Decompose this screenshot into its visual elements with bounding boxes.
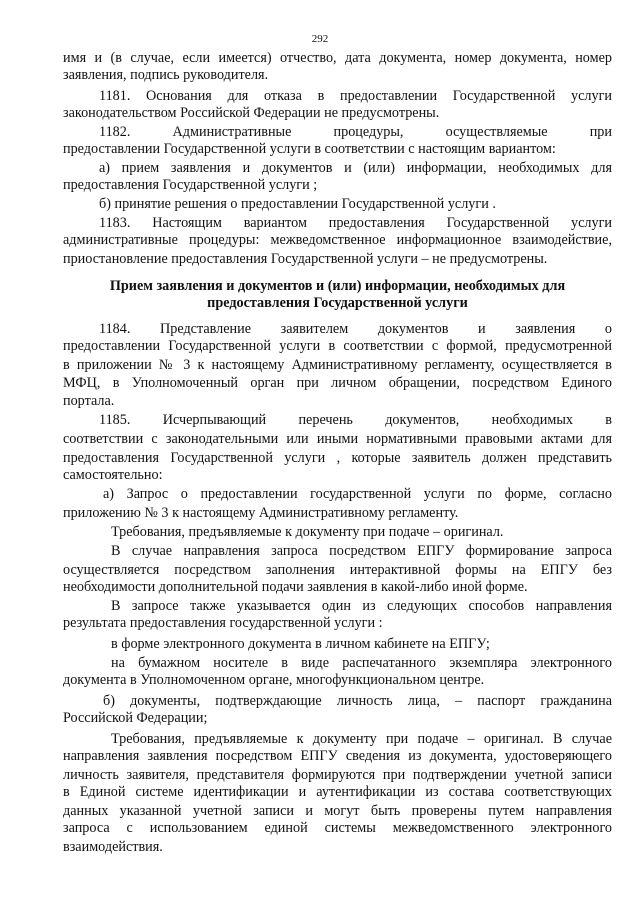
text-line: соответствии с законодательными или иными нормативными правовыми актами для <box>63 431 612 448</box>
text-line: запроса с использованием единой системы межведомственного электронного <box>63 820 612 837</box>
text-line: результата предоставления государственной услуги : <box>63 615 383 632</box>
text-line: административные процедуры: межведомственное информационное взаимодействие, <box>63 232 612 249</box>
text-line: В случае направления запроса посредством ЕПГУ формирование запроса <box>111 543 612 560</box>
text-line: документа в Уполномоченном органе, многофункциональном центре. <box>63 672 485 689</box>
text-line: а) Запрос о предоставлении государственной услуги по форме, согласно <box>103 486 612 503</box>
text-line: приостановление предоставления Государственной услуги – не предусмотрены. <box>63 251 548 268</box>
text-line: заявления, подпись руководителя. <box>63 67 269 84</box>
text-line: Требования, предъявляемые к документу при подаче – оригинал. <box>111 524 504 541</box>
text-line: на бумажном носителе в виде распечатанного экземпляра электронного <box>111 655 612 672</box>
text-line: 1185. Исчерпывающий перечень документов, необходимых в <box>99 412 612 429</box>
text-line: 1182. Административные процедуры, осуществляемые при <box>99 124 612 141</box>
text-line: предоставлении Государственной услуги в соответствии с формой, предусмотренной <box>63 338 612 355</box>
page-number: 292 <box>311 33 329 45</box>
text-line: б) документы, подтверждающие личность лица, – паспорт гражданина <box>103 693 612 710</box>
text-line: данных указанной учетной записи и могут быть проверены путем направления <box>63 803 612 819</box>
text-line: В запросе также указывается один из следующих способов направления <box>111 598 612 615</box>
text-line: необходимости дополнительной подачи заявления в какой-либо иной форме. <box>63 579 528 596</box>
text-line: личность заявителя, представителя формируются при подтверждении учетной записи <box>63 766 612 783</box>
text-line: осуществляется посредством заполнения интерактивной формы на ЕПГУ без <box>63 562 612 579</box>
text-line: приложению № 3 к настоящему Административному регламенту. <box>63 505 459 522</box>
text-line: в Единой системе идентификации и аутентификации из состава соответствующих <box>63 784 612 801</box>
text-line: взаимодействия. <box>63 839 163 856</box>
text-line: 1184. Представление заявителем документов и заявления о <box>99 321 612 338</box>
text-line: законодательством Российской Федерации не предусмотрены. <box>63 105 440 122</box>
text-line: самостоятельно: <box>63 467 163 484</box>
text-line: Требования, предъявляемые к документу при подаче – оригинал. В случае <box>111 730 612 747</box>
text-line: а) прием заявления и документов и (или) информации, необходимых для <box>99 160 612 177</box>
text-line: направления заявления посредством ЕПГУ сведения из документа, удостоверяющего <box>63 748 612 765</box>
text-line: в форме электронного документа в личном кабинете на ЕПГУ; <box>111 636 490 653</box>
text-line: МФЦ, в Уполномоченный орган при личном обращении, посредством Единого <box>63 374 612 391</box>
section-heading-line: предоставления Государственной услуги <box>207 294 468 311</box>
text-line: 1181. Основания для отказа в предоставлении Государственной услуги <box>99 88 612 105</box>
text-line: б) принятие решения о предоставлении Государственной услуги . <box>99 196 496 213</box>
text-line: предоставления Государственной услуги , которые заявитель должен представить <box>63 450 612 467</box>
section-heading-line: Прием заявления и документов и (или) информации, необходимых для <box>109 277 566 294</box>
text-line: предоставления Государственной услуги ; <box>63 177 318 194</box>
text-line: предоставлении Государственной услуги в соответствии с настоящим вариантом: <box>63 141 556 158</box>
text-line: 1183. Настоящим вариантом предоставления Государственной услуги <box>99 215 612 232</box>
text-line: Российской Федерации; <box>63 710 208 727</box>
text-line: в приложении № 3 к настоящему Административному регламенту, осуществляется в <box>63 357 612 374</box>
text-line: портала. <box>63 393 115 410</box>
text-line: имя и (в случае, если имеется) отчество, дата документа, номер документа, номер <box>63 50 612 67</box>
